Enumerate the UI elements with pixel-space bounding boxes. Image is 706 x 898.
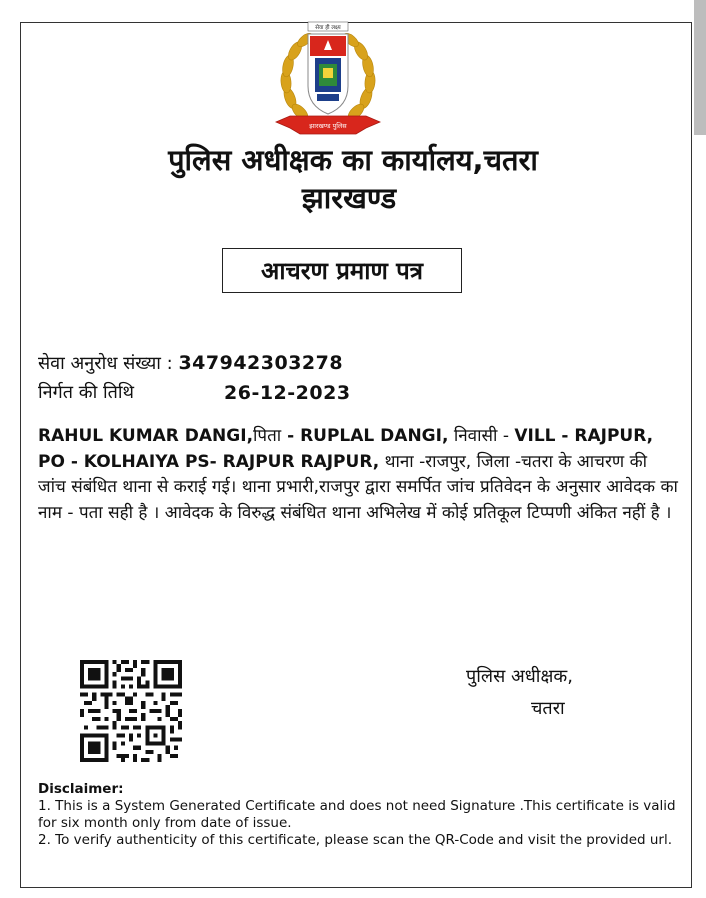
certificate-title-box	[222, 248, 462, 293]
disclaimer-item: 2. To verify authenticity of this certificate, please scan the QR-Code and visit the provided url.	[38, 832, 673, 848]
service-request-row	[38, 350, 343, 377]
scan-crop-shadow	[694, 0, 706, 135]
jharkhand-police-emblem-icon	[268, 18, 388, 143]
signatory-designation: पुलिस अधीक्षक,	[466, 666, 573, 687]
father-label: पिता	[253, 426, 282, 446]
issue-date-row	[38, 380, 351, 406]
disclaimer-item: 1. This is a System Generated Certificate and does not need Signature .This certificate is valid for six month only from date of issue.	[38, 798, 676, 831]
father-name: - RUPLAL DANGI,	[281, 426, 449, 446]
service-request-label: सेवा अनुरोध संख्या :	[38, 353, 173, 374]
signatory-place: चतरा	[531, 698, 565, 719]
office-state: झारखण्ड	[301, 181, 397, 215]
service-request-number: 347942303278	[178, 352, 344, 374]
disclaimer-section	[38, 781, 678, 849]
issue-date-label: निर्गत की तिथि	[38, 382, 135, 403]
issue-date-value: 26-12-2023	[224, 382, 351, 404]
office-title: पुलिस अधीक्षक का कार्यालय,चतरा	[168, 143, 538, 177]
disclaimer-heading: Disclaimer:	[38, 781, 124, 797]
certificate-title: आचरण प्रमाण पत्र	[260, 257, 424, 285]
qr-code-icon	[80, 660, 182, 762]
svg-text:सेवा ही लक्ष्य: सेवा ही लक्ष्य	[315, 25, 341, 31]
resident-label: निवासी -	[448, 426, 515, 446]
applicant-name: RAHUL KUMAR DANGI,	[38, 426, 254, 446]
certificate-body	[38, 424, 678, 526]
svg-text:झारखण्ड पुलिस: झारखण्ड पुलिस	[309, 122, 347, 130]
applicant-address: VILL - RAJPUR, PO - KOLHAIYA PS- RAJPUR RAJPUR,	[38, 426, 654, 472]
verification-statement: थाना -राजपुर, जिला -चतरा के आचरण की जांच संबंधित थाना से कराई गई। थाना प्रभारी,राजपुर द्वारा समर्पित जांच प्रतिवेदन के अनुसार आवेदक का नाम - पता सही है । आवेदक के विरुद्ध संबंधित थाना अभिलेख में कोई प्रतिकूल टिप्पणी अंकित नहीं है ।	[38, 451, 678, 523]
